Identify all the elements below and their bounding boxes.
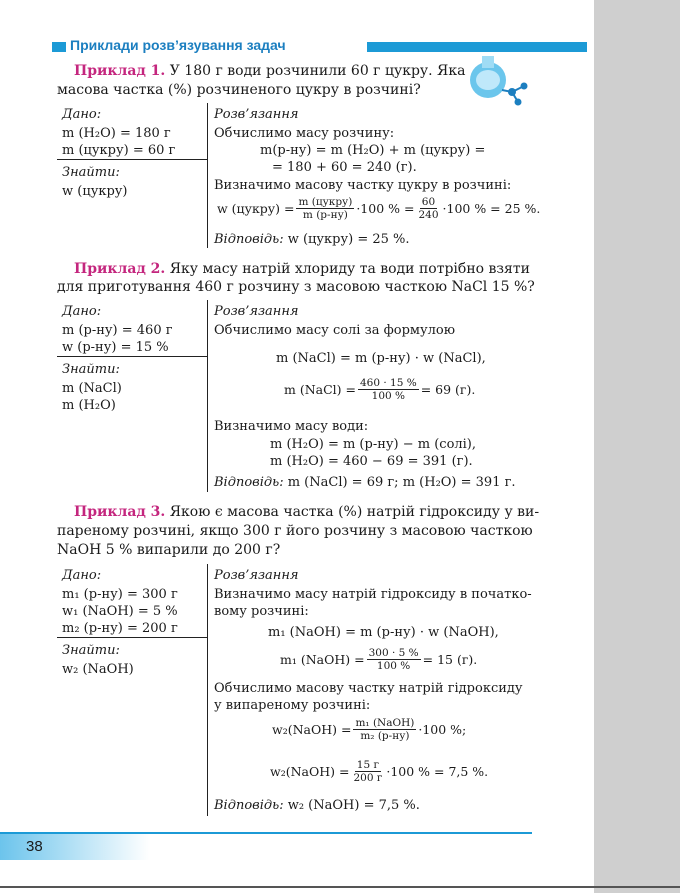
- ex2-sol-line5: m (H₂O) = 460 − 69 = 391 (г).: [270, 454, 473, 469]
- ex2-given-label: Дано:: [62, 304, 102, 319]
- ex1-question-line2: масова частка (%) розчиненого цукру в розчині?: [57, 82, 421, 98]
- ex3-sol-line1: Визначимо масу натрій гідроксиду в початко-: [214, 587, 532, 602]
- ex2-given-2: w (р-ну) = 15 %: [62, 340, 169, 355]
- ex2-sol-line1: Обчислимо масу солі за формулою: [214, 323, 456, 338]
- ex2-divider: [57, 356, 207, 357]
- ex2-question-line1: Приклад 2. Яку масу натрій хлориду та води потрібно взяти: [74, 261, 530, 277]
- ex2-answer: Відповідь: m (NaCl) = 69 г; m (H₂O) = 391 г.: [214, 475, 516, 490]
- page-footer: [0, 832, 532, 860]
- ex3-vertical-rule: [207, 564, 208, 816]
- ex1-solution-label: Розв’язання: [214, 107, 299, 122]
- page-number: 38: [26, 838, 43, 855]
- ex1-answer: Відповідь: w (цукру) = 25 %.: [214, 232, 410, 247]
- ex2-label: Приклад 2.: [74, 261, 166, 277]
- ex1-label: Приклад 1.: [74, 63, 166, 79]
- ex2-find-2: m (H₂O): [62, 398, 116, 413]
- ex1-formula: w (цукру) = $\frac{\text{m (цукру)}}{m (р-ну)}$ ·100 % = $\frac{60}{240}$ ·100 % = 25 %.: [217, 195, 541, 221]
- ex2-sol-line2: m (NaCl) = m (р-ну) · w (NaCl),: [276, 351, 486, 366]
- ex3-formula-1: m₁ (NaOH) = $\frac{300 \cdot 5 \%}{100 \%}$ = 15 (г).: [280, 646, 478, 672]
- ex3-sol-line2: вому розчині:: [214, 604, 309, 619]
- footer-gradient: [0, 832, 150, 860]
- ex3-divider: [57, 637, 207, 638]
- ex2-question-line2: для приготування 460 г розчину з масовою часткою NaCl 15 %?: [57, 279, 535, 295]
- ex1-sol-line3: = 180 + 60 = 240 (г).: [272, 160, 417, 175]
- ex3-question-line2: пареному розчині, якщо 300 г його розчину з масовою часткою: [57, 523, 533, 539]
- ex1-divider: [57, 159, 207, 160]
- section-title: Приклади розв’язування задач: [70, 37, 286, 53]
- ex3-given-3: m₂ (р-ну) = 200 г: [62, 621, 178, 636]
- section-header: [52, 37, 536, 54]
- ex3-find-label: Знайти:: [62, 643, 120, 658]
- ex3-find-1: w₂ (NaOH): [62, 662, 134, 677]
- header-square-marker: [52, 42, 66, 52]
- ex2-formula: m (NaCl) = $\frac{460 \cdot 15 \%}{100 \%}$ = 69 (г).: [284, 376, 476, 402]
- ex1-find-label: Знайти:: [62, 165, 120, 180]
- flask-icon: [466, 50, 532, 106]
- ex3-formula-2: w₂(NaOH) = $\frac{\text{m₁ (NaOH)}}{\text{m₂ (р-ну)}}$ ·100 %;: [272, 716, 467, 742]
- ex2-find-1: m (NaCl): [62, 381, 122, 396]
- ex3-sol-line5: у випареному розчині:: [214, 698, 371, 713]
- ex3-question-line3: NaOH 5 % випарили до 200 г?: [57, 542, 281, 558]
- ex3-sol-line4: Обчислимо масову частку натрій гідроксиду: [214, 681, 523, 696]
- page-side-margin: [594, 0, 680, 893]
- ex1-given-1: m (H₂O) = 180 г: [62, 126, 171, 141]
- ex3-given-1: m₁ (р-ну) = 300 г: [62, 587, 178, 602]
- ex2-given-1: m (р-ну) = 460 г: [62, 323, 173, 338]
- ex2-sol-line4: m (H₂O) = m (р-ну) − m (солі),: [270, 437, 477, 452]
- ex1-given-2: m (цукру) = 60 г: [62, 143, 176, 158]
- ex1-question-line1: Приклад 1. У 180 г води розчинили 60 г цукру. Яка: [74, 63, 466, 79]
- ex3-given-label: Дано:: [62, 568, 102, 583]
- bottom-border: [0, 886, 680, 888]
- ex2-vertical-rule: [207, 300, 208, 492]
- ex2-find-label: Знайти:: [62, 362, 120, 377]
- ex3-question-line1: Приклад 3. Якою є масова частка (%) натрій гідроксиду у ви-: [74, 504, 540, 520]
- ex1-sol-line2: m(р-ну) = m (H₂O) + m (цукру) =: [260, 143, 486, 158]
- ex3-label: Приклад 3.: [74, 504, 166, 520]
- footer-rule: [0, 832, 532, 834]
- ex3-sol-line3: m₁ (NaOH) = m (р-ну) · w (NaOH),: [268, 625, 499, 640]
- ex3-solution-label: Розв’язання: [214, 568, 299, 583]
- ex3-answer: Відповідь: w₂ (NaOH) = 7,5 %.: [214, 798, 420, 813]
- ex3-given-2: w₁ (NaOH) = 5 %: [62, 604, 178, 619]
- ex1-vertical-rule: [207, 103, 208, 248]
- ex1-find-1: w (цукру): [62, 184, 128, 199]
- ex1-sol-line1: Обчислимо масу розчину:: [214, 126, 395, 141]
- ex1-given-label: Дано:: [62, 107, 102, 122]
- ex2-solution-label: Розв’язання: [214, 304, 299, 319]
- ex3-formula-3: w₂(NaOH) = $\frac{15 г}{200 г}$ ·100 % = 7,5 %.: [270, 758, 489, 784]
- ex2-sol-line3: Визначимо масу води:: [214, 419, 369, 434]
- ex1-sol-line4: Визначимо масову частку цукру в розчині:: [214, 178, 512, 193]
